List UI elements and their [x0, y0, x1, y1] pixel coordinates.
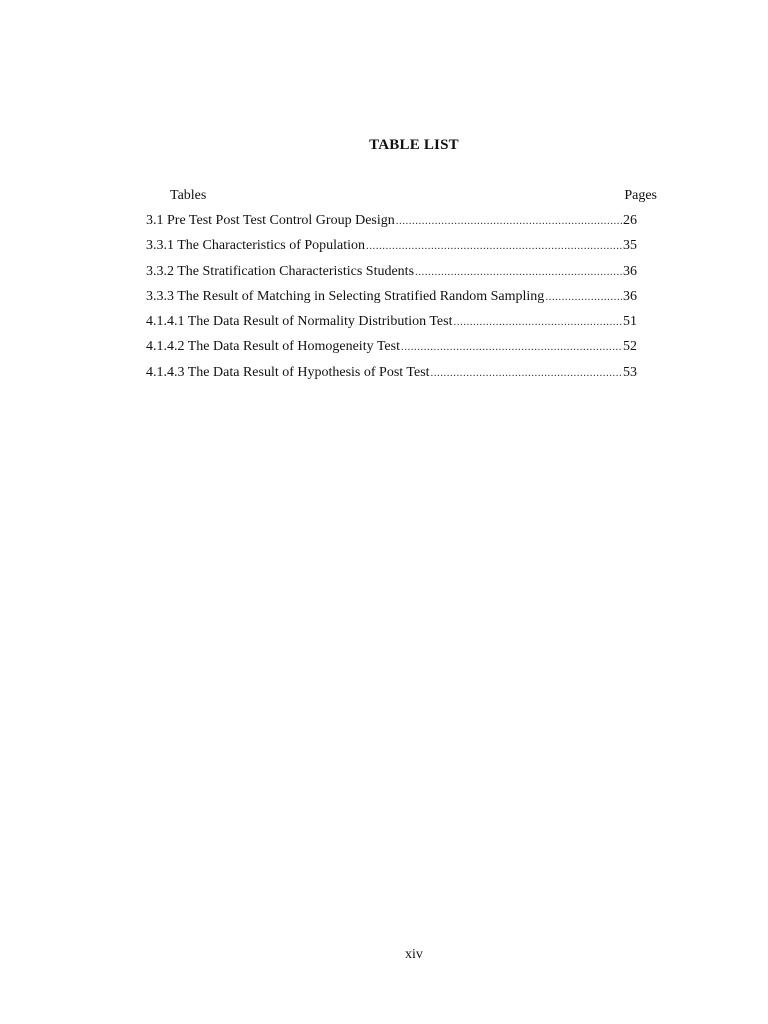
page-number: xiv	[405, 947, 423, 962]
dot-leader	[545, 291, 622, 303]
entry-page: 53	[623, 364, 637, 380]
table-list	[146, 213, 637, 390]
dot-leader	[366, 240, 622, 252]
entry-label: 3.3.2 The Stratification Characteristics Students	[146, 263, 415, 279]
entry-label: 3.3.3 The Result of Matching in Selecting Stratified Random Sampling	[146, 288, 545, 304]
entry-page: 52	[623, 339, 637, 355]
dot-leader	[401, 341, 622, 353]
tables-column-header: Tables	[170, 188, 207, 203]
dot-leader	[431, 367, 622, 379]
pages-column-header: Pages	[624, 188, 657, 203]
page-title: TABLE LIST	[369, 137, 459, 153]
entry-page: 35	[623, 238, 637, 254]
entry-page: 51	[623, 314, 637, 330]
dot-leader	[415, 266, 622, 278]
dot-leader	[396, 215, 622, 227]
entry-label: 4.1.4.2 The Data Result of Homogeneity Test	[146, 339, 400, 355]
entry-page: 36	[623, 288, 637, 304]
entry-label: 3.3.1 The Characteristics of Population	[146, 238, 366, 254]
entry-page: 36	[623, 263, 637, 279]
list-item	[146, 213, 637, 238]
list-item	[146, 238, 637, 263]
entry-page: 26	[623, 213, 637, 228]
list-item	[146, 264, 637, 289]
column-header-row	[170, 188, 657, 204]
entry-label: 3.1 Pre Test Post Test Control Group Design	[146, 213, 395, 228]
list-item	[146, 365, 637, 390]
list-item	[146, 314, 637, 339]
dot-leader	[453, 316, 622, 328]
entry-label: 4.1.4.3 The Data Result of Hypothesis of Post Test	[146, 364, 430, 380]
list-item	[146, 289, 637, 314]
entry-label: 4.1.4.1 The Data Result of Normality Distribution Test	[146, 314, 453, 330]
list-item	[146, 339, 637, 364]
